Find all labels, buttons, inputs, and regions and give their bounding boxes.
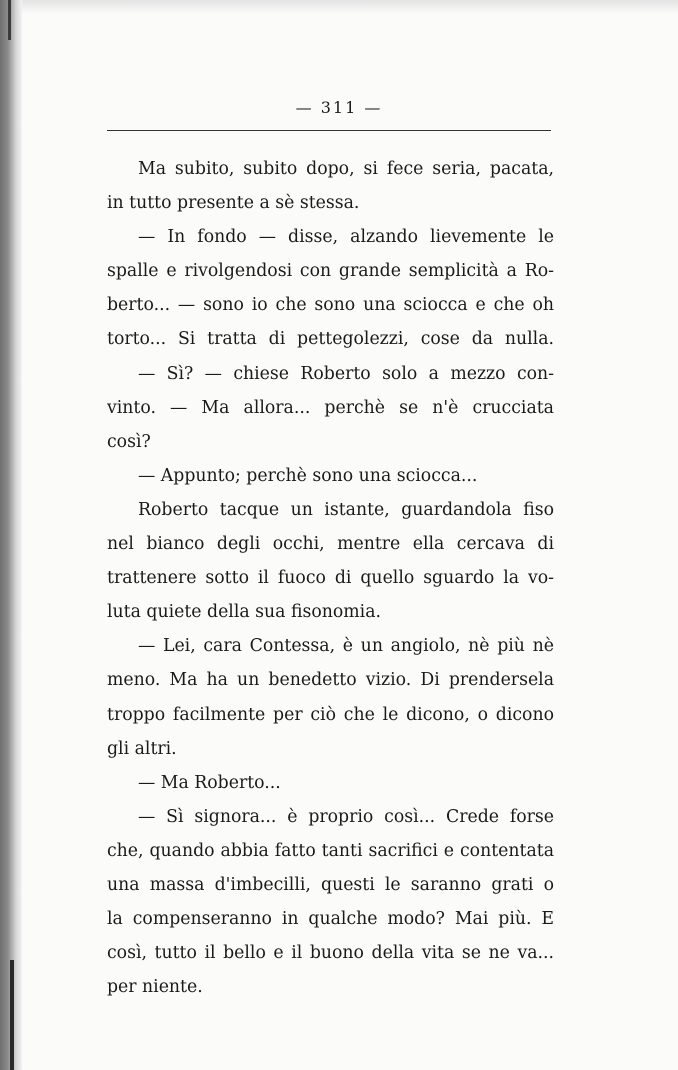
text-line: una massa d'imbecilli, questi le saranno grati o	[107, 874, 554, 895]
scan-top-edge	[20, 0, 678, 14]
text-line: in tutto presente a sè stessa.	[107, 193, 360, 214]
body-text	[107, 152, 554, 1004]
text-line: luta quiete della sua fisonomia.	[107, 602, 381, 623]
text-line: la compenseranno in qualche modo? Mai più. E	[107, 909, 554, 930]
text-line: vinto. — Ma allora... perchè se n'è crucciata	[107, 397, 554, 418]
text-line: Ma subito, subito dopo, si fece seria, pacata,	[138, 159, 554, 179]
text-line: — Sì signora... è proprio così... Crede forse	[138, 806, 554, 827]
text-line: — Appunto; perchè sono una sciocca...	[138, 465, 478, 486]
text-line: — In fondo — disse, alzando lievemente le	[138, 227, 554, 248]
text-line: — Ma Roberto...	[138, 772, 281, 793]
text-line: — Sì? — chiese Roberto solo a mezzo con-	[138, 363, 554, 384]
text-line: torto... Si tratta di pettegolezzi, cose da nulla.	[107, 329, 554, 350]
text-line: trattenere sotto il fuoco di quello sguardo la vo-	[107, 568, 554, 589]
text-line: spalle e rivolgendosi con grande semplicità a Ro-	[107, 261, 554, 282]
text-line: così?	[107, 431, 151, 452]
scan-left-edge	[0, 0, 22, 1070]
text-line: Roberto tacque un istante, guardandola fiso	[138, 499, 554, 520]
page-number: — 311 —	[295, 98, 383, 117]
text-line: berto... — sono io che sono una sciocca e che oh	[107, 295, 554, 316]
text-line: meno. Ma ha un benedetto vizio. Di prendersela	[107, 670, 554, 691]
text-line: che, quando abbia fatto tanti sacrifici e contentata	[107, 840, 554, 861]
text-line: gli altri.	[107, 738, 177, 759]
text-line: così, tutto il bello e il buono della vita se ne va...	[107, 943, 554, 964]
text-line: — Lei, cara Contessa, è un angiolo, nè più nè	[138, 636, 554, 657]
text-line: nel bianco degli occhi, mentre ella cercava di	[107, 534, 554, 555]
text-line: troppo facilmente per ciò che le dicono, o dicono	[107, 704, 554, 725]
header-rule	[107, 130, 551, 131]
text-line: per niente.	[107, 977, 203, 998]
